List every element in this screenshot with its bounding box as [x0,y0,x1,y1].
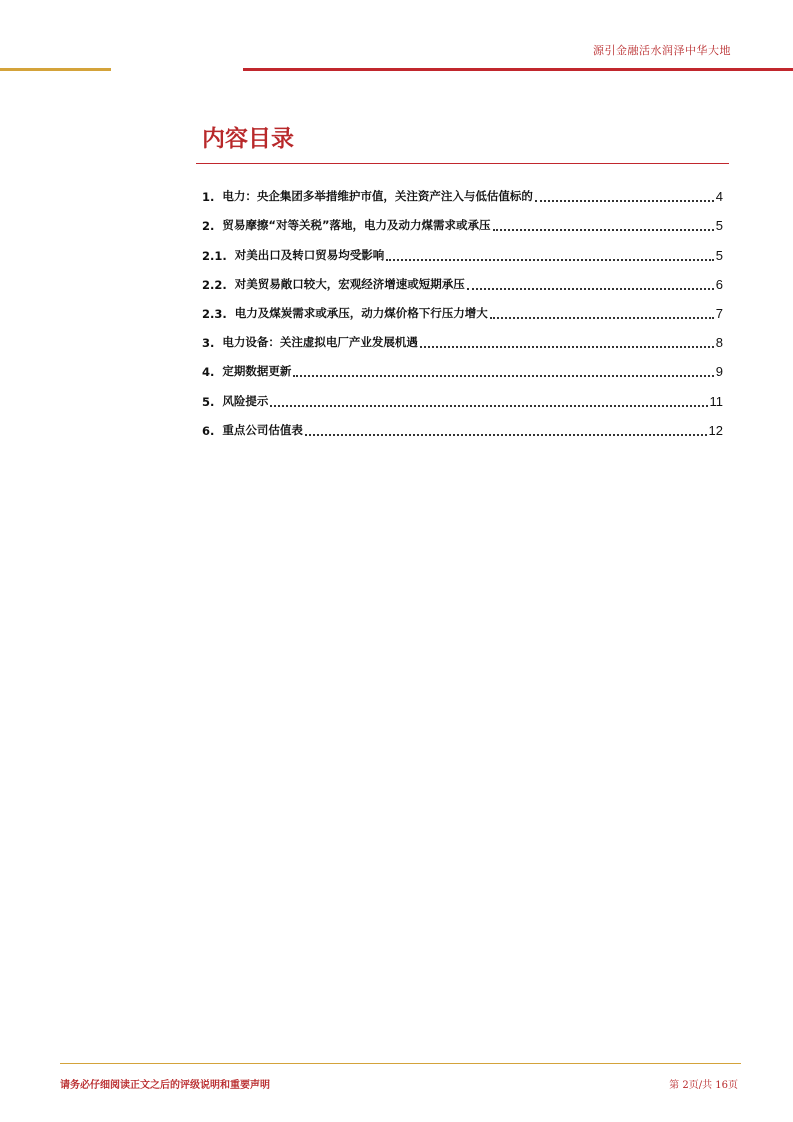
toc-entry-2-2[interactable] [202,269,723,298]
toc-entry-2[interactable] [202,210,723,239]
toc-leader-dots [270,405,707,407]
toc-leader-dots [305,434,707,436]
title-divider [196,163,729,164]
header-red-bar [243,68,793,71]
header-gold-bar [0,68,111,71]
toc-entry-number: 4. [202,365,223,380]
toc-entry-2-3[interactable] [202,298,723,327]
toc-leader-dots [490,317,714,319]
toc-entry-page: 4 [715,189,723,205]
footer-divider [60,1063,741,1064]
toc-entry-2-1[interactable] [202,239,723,268]
toc-entry-text: 贸易摩擦“对等关税”落地，电力及动力煤需求或承压 [222,218,491,233]
toc-entry-5[interactable] [202,385,723,414]
toc-entry-text: 定期数据更新 [222,364,292,379]
toc-list [202,181,723,444]
toc-entry-page: 7 [715,305,723,321]
toc-leader-dots [386,259,714,261]
toc-entry-number: 3. [202,336,223,351]
toc-leader-dots [467,288,714,290]
toc-entry-number: 6. [202,423,223,438]
toc-entry-page: 11 [709,393,723,409]
toc-entry-page: 6 [715,276,723,292]
toc-entry-number: 2. [202,219,223,234]
toc-entry-4[interactable] [202,356,723,385]
toc-entry-page: 8 [715,335,723,351]
toc-entry-1[interactable] [202,181,723,210]
toc-entry-3[interactable] [202,327,723,356]
header-slogan: 源引金融活水润泽中华大地 [593,44,731,57]
toc-entry-number: 2.1. [202,248,235,263]
toc-leader-dots [420,346,714,348]
toc-title: 内容目录 [202,126,294,152]
toc-entry-text: 对美出口及转口贸易均受影响 [234,247,385,262]
toc-entry-text: 电力及煤炭需求或承压，动力煤价格下行压力增大 [234,305,488,320]
toc-entry-6[interactable] [202,415,723,444]
toc-entry-page: 12 [708,422,723,438]
toc-entry-text: 风险提示 [222,393,269,408]
toc-entry-number: 2.3. [202,306,235,321]
toc-entry-page: 9 [715,364,723,380]
toc-entry-text: 对美贸易敞口较大，宏观经济增速或短期承压 [234,276,465,291]
toc-entry-page: 5 [715,247,723,263]
toc-entry-text: 重点公司估值表 [222,422,303,437]
toc-entry-number: 2.2. [202,277,235,292]
toc-entry-text: 电力：央企集团多举措维护市值，关注资产注入与低估值标的 [222,189,533,204]
toc-leader-dots [293,375,713,377]
toc-entry-number: 5. [202,394,223,409]
toc-entry-page: 5 [715,218,723,234]
toc-entry-text: 电力设备：关注虚拟电厂产业发展机遇 [222,335,418,350]
footer-page-info: 第 2页/共 16页 [669,1080,738,1091]
toc-leader-dots [535,200,714,202]
toc-leader-dots [493,229,714,231]
footer-disclaimer: 请务必仔细阅读正文之后的评级说明和重要声明 [60,1080,270,1091]
toc-entry-number: 1. [202,190,223,205]
